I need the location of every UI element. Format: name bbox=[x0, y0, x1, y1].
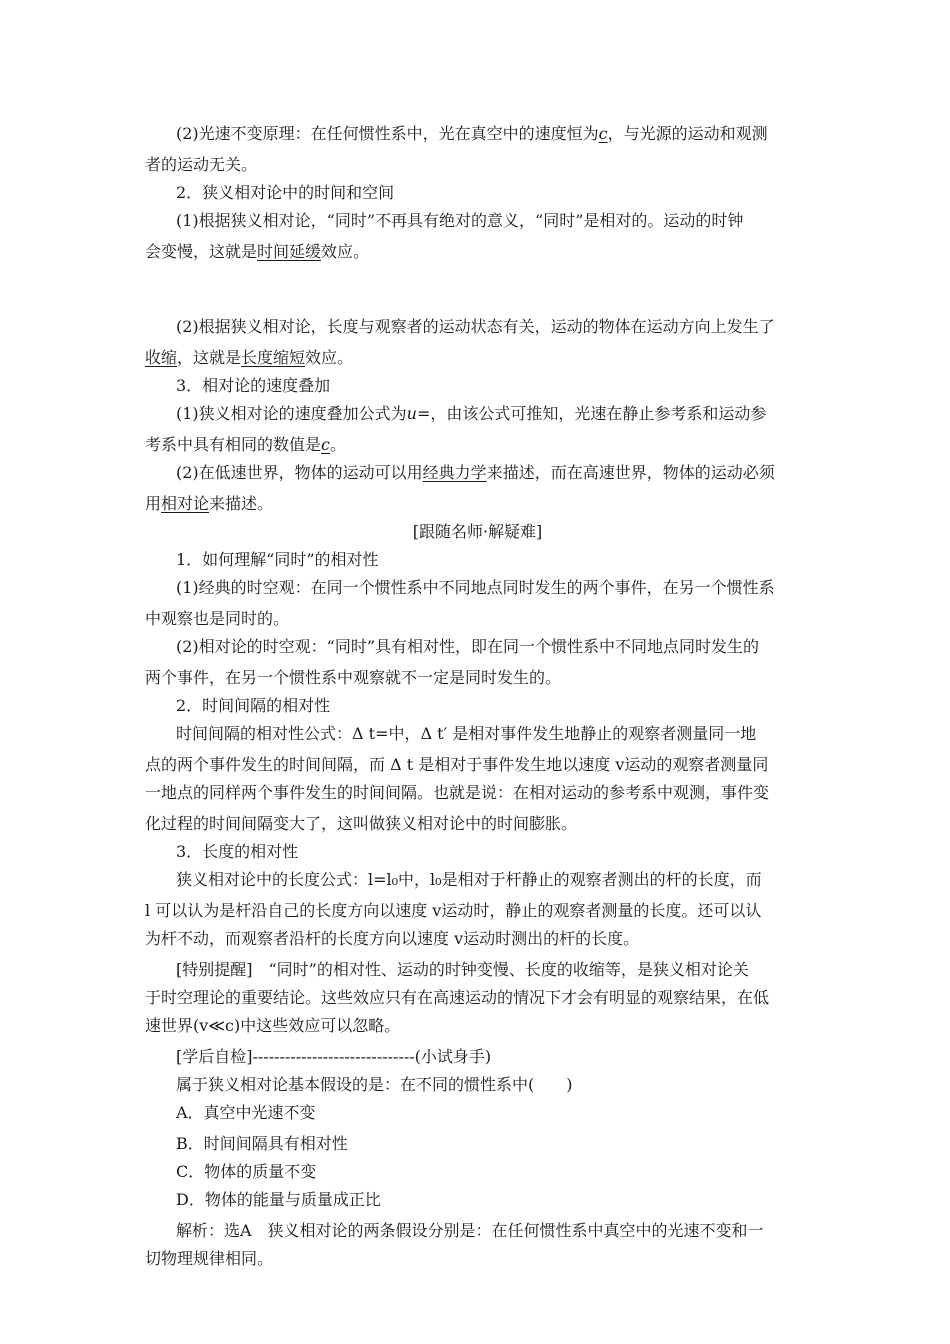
text-line: 者的运动无关。 bbox=[145, 155, 258, 174]
text-line: 化过程的时间间隔变大了，这叫做狭义相对论中的时间膨胀。 bbox=[145, 814, 578, 833]
text-line: 为杆不动，而观察者沿杆的长度方向以速度 v运动时测出的杆的长度。 bbox=[145, 929, 640, 948]
solution-line: 解析：选A 狭义相对论的两条假设分别是：在任何惯性系中真空中的光速不变和一 bbox=[176, 1221, 764, 1240]
text-line: 狭义相对论中的长度公式：l=l₀中，l₀是相对于杆静止的观察者测出的杆的长度，而 bbox=[176, 870, 762, 889]
text-line: 考系中具有相同的数值是c。 bbox=[145, 435, 346, 454]
section-heading: 1．如何理解“同时”的相对性 bbox=[176, 550, 379, 569]
note-line: [特别提醒] “同时”的相对性、运动的时钟变慢、长度的收缩等，是狭义相对论关 bbox=[176, 960, 749, 979]
text-line: 点的两个事件发生的时间间隔，而 Δ t 是相对于事件发生地以速度 v运动的观察者测量同 bbox=[145, 755, 769, 774]
text-line: 一地点的同样两个事件发生的时间间隔。也就是说：在相对运动的参考系中观测，事件变 bbox=[145, 783, 770, 802]
option-b: B．时间间隔具有相对性 bbox=[176, 1134, 348, 1153]
section-heading: 3．相对论的速度叠加 bbox=[176, 376, 331, 395]
section-heading: 2．时间间隔的相对性 bbox=[176, 696, 331, 715]
text-line: 时间间隔的相对性公式：Δ t=中，Δ t′ 是相对事件发生地静止的观察者测量同一地 bbox=[176, 724, 757, 743]
text-line: (2)光速不变原理：在任何惯性系中，光在真空中的速度恒为c，与光源的运动和观测 bbox=[176, 124, 768, 143]
text-line: 速世界(v≪c)中这些效应可以忽略。 bbox=[145, 1016, 401, 1035]
option-a: A．真空中光速不变 bbox=[176, 1103, 316, 1122]
answer-c-2: c bbox=[321, 435, 330, 454]
question-stem: 属于狭义相对论基本假设的是：在不同的惯性系中( ) bbox=[176, 1075, 573, 1094]
option-d: D．物体的能量与质量成正比 bbox=[176, 1190, 381, 1209]
answer-contraction: 收缩 bbox=[145, 348, 178, 367]
answer-time-dilation: 时间延缓 bbox=[257, 242, 322, 261]
text-line: 用相对论来描述。 bbox=[145, 494, 274, 513]
solution-line: 切物理规律相同。 bbox=[145, 1249, 274, 1268]
answer-length-contraction: 长度缩短 bbox=[241, 348, 306, 367]
section-title: [学后自检]------------------------------(小试身手) bbox=[176, 1047, 492, 1066]
section-heading: 2．狭义相对论中的时间和空间 bbox=[176, 183, 395, 202]
text-line: 于时空理论的重要结论。这些效应只有在高速运动的情况下才会有明显的观察结果，在低 bbox=[145, 988, 770, 1007]
text-line: 会变慢，这就是时间延缓效应。 bbox=[145, 242, 370, 261]
option-c: C．物体的质量不变 bbox=[176, 1162, 317, 1181]
answer-c: c bbox=[598, 124, 608, 143]
text-line: (1)经典的时空观：在同一个惯性系中不同地点同时发生的两个事件，在另一个惯性系 bbox=[176, 578, 775, 597]
section-title: [跟随名师·解疑难] bbox=[412, 522, 543, 541]
section-heading: 3．长度的相对性 bbox=[176, 842, 299, 861]
text-line: (2)相对论的时空观：“同时”具有相对性，即在同一个惯性系中不同地点同时发生的 bbox=[176, 637, 760, 656]
text-line: (2)根据狭义相对论，长度与观察者的运动状态有关，运动的物体在运动方向上发生了 bbox=[176, 317, 775, 336]
text-line: 中观察也是同时的。 bbox=[145, 609, 290, 628]
text-line: 两个事件，在另一个惯性系中观察就不一定是同时发生的。 bbox=[145, 668, 562, 687]
text-line: l 可以认为是杆沿自己的长度方向以速度 v运动时，静止的观察者测量的长度。还可以认 bbox=[145, 901, 762, 920]
text-line: (2)在低速世界，物体的运动可以用经典力学来描述，而在高速世界，物体的运动必须 bbox=[176, 463, 775, 482]
answer-relativity: 相对论 bbox=[161, 494, 210, 513]
text-line: (1)根据狭义相对论，“同时”不再具有绝对的意义，“同时”是相对的。运动的时钟 bbox=[176, 211, 744, 230]
text-line: (1)狭义相对论的速度叠加公式为u=，由该公式可推知，光速在静止参考系和运动参 bbox=[176, 404, 767, 423]
answer-classical-mechanics: 经典力学 bbox=[422, 463, 487, 482]
text-line: 收缩，这就是长度缩短效应。 bbox=[145, 348, 354, 367]
